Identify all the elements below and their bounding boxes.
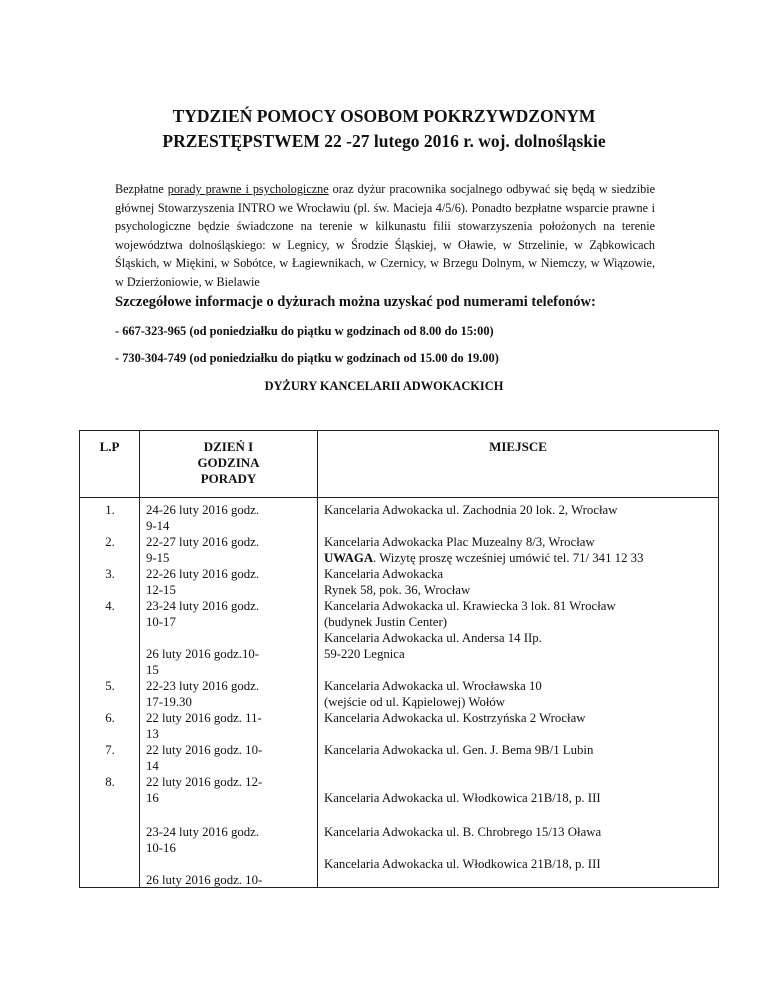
place-text: Kancelaria Adwokacka ul. Zachodnia 20 lok. 2, Wrocław (324, 503, 618, 517)
row-number: 4. (105, 599, 115, 613)
row-number: 6. (105, 711, 115, 725)
intro-part-1: Bezpłatne (115, 182, 168, 196)
day-text: 22-23 luty 2016 godz. (146, 679, 260, 693)
title-line-2: PRZESTĘPSTWEM 22 -27 lutego 2016 r. woj. dolnośląskie (162, 131, 606, 151)
table-body-row (80, 498, 719, 888)
day-text: 23-24 luty 2016 godz. (146, 599, 260, 613)
day-text: 10-16 (146, 841, 176, 855)
intro-part-2: oraz dyżur pracownika socjalnego odbywać się będą w siedzibie głównej Stowarzyszenia INTRO we Wrocławiu (pl. św. Macieja 4/5/6). Ponadto bezpłatne wsparcie prawne i psychologiczne będzie świadczone na terenie w kilkunastu filii stowarzyszenia położonych na terenie województwa dolnośląskiego: w Legnicy, w Środzie Śląskiej, w Oławie, w Strzelinie, w Ząbkowicach Śląskich, w Miękini, w Sobótce, w Łagiewnikach, w Czernicy, w Brzegu Dolnym, w Niemczy, w Wiązowie, w Dzierżoniowie, w Bielawie (115, 182, 655, 289)
intro-paragraph (115, 180, 655, 292)
warning-text: . Wizytę proszę wcześniej umówić tel. 71/ 341 12 33 (373, 551, 644, 565)
places-cell (318, 498, 719, 888)
header-day (140, 431, 318, 498)
place-text: Kancelaria Adwokacka ul. Andersa 14 IIp. (324, 631, 542, 645)
day-text: 13 (146, 727, 159, 741)
day-text: 22 luty 2016 godz. 11- (146, 711, 262, 725)
day-text: 12-15 (146, 583, 176, 597)
row-number: 3. (105, 567, 115, 581)
header-day-line: DZIEŃ I (203, 439, 254, 454)
header-day-line: GODZINA (197, 455, 260, 470)
info-heading: Szczegółowe informacje o dyżurach można uzyskać pod numerami telefonów: (115, 294, 596, 310)
warning-label: UWAGA (324, 551, 374, 565)
place-text: (budynek Justin Center) (324, 615, 447, 629)
schedule-table (79, 430, 719, 888)
day-text: 15 (146, 663, 159, 677)
day-text: 9-14 (146, 519, 170, 533)
place-text: Kancelaria Adwokacka ul. Włodkowica 21B/18, p. III (324, 791, 601, 805)
place-text: Kancelaria Adwokacka Plac Muzealny 8/3, Wrocław (324, 535, 595, 549)
numbers-cell (80, 498, 140, 888)
title-line-1: TYDZIEŃ POMOCY OSOBOM POKRZYWDZONYM (172, 106, 596, 126)
place-text: Kancelaria Adwokacka ul. Kostrzyńska 2 Wrocław (324, 711, 586, 725)
row-number: 5. (105, 679, 115, 693)
day-text: 22-26 luty 2016 godz. (146, 567, 260, 581)
section-title: DYŻURY KANCELARII ADWOKACKICH (264, 379, 504, 393)
day-text: 26 luty 2016 godz. 10- (146, 873, 263, 887)
header-day-line: PORADY (200, 471, 257, 486)
place-text: (wejście od ul. Kąpielowej) Wołów (324, 695, 506, 709)
header-place: MIEJSCE (318, 431, 719, 498)
row-number: 7. (105, 743, 115, 757)
phone-line-1: - 667-323-965 (od poniedziałku do piątku w godzinach od 8.00 do 15:00) (115, 324, 494, 338)
day-text: 10-17 (146, 615, 176, 629)
day-text: 14 (146, 759, 159, 773)
day-text: 22 luty 2016 godz. 10- (146, 743, 263, 757)
day-text: 26 luty 2016 godz.10- (146, 647, 260, 661)
day-text: 24-26 luty 2016 godz. (146, 503, 260, 517)
day-text: 17-19.30 (146, 695, 192, 709)
day-text: 16 (146, 791, 159, 805)
place-text-warning (324, 550, 643, 566)
place-text: Kancelaria Adwokacka (324, 567, 444, 581)
place-text: 59-220 Legnica (324, 647, 405, 661)
day-text: 23-24 luty 2016 godz. (146, 825, 260, 839)
header-lp: L.P (80, 431, 140, 498)
place-text: Kancelaria Adwokacka ul. Krawiecka 3 lok. 81 Wrocław (324, 599, 616, 613)
phone-line-2: - 730-304-749 (od poniedziałku do piątku w godzinach od 15.00 do 19.00) (115, 351, 499, 365)
day-text: 22 luty 2016 godz. 12- (146, 775, 263, 789)
days-cell (140, 498, 318, 888)
day-text: 22-27 luty 2016 godz. (146, 535, 260, 549)
place-text: Kancelaria Adwokacka ul. Włodkowica 21B/18, p. III (324, 857, 601, 871)
place-text: Kancelaria Adwokacka ul. B. Chrobrego 15/13 Oława (324, 825, 602, 839)
row-number: 2. (105, 535, 115, 549)
row-number: 1. (105, 503, 115, 517)
place-text: Kancelaria Adwokacka ul. Wrocławska 10 (324, 679, 542, 693)
place-text: Rynek 58, pok. 36, Wrocław (324, 583, 471, 597)
table-header-row (80, 431, 719, 498)
place-text: Kancelaria Adwokacka ul. Gen. J. Bema 9B/1 Lubin (324, 743, 594, 757)
row-number: 8. (105, 775, 115, 789)
intro-underlined-text: porady prawne i psychologiczne (167, 182, 329, 196)
day-text: 9-15 (146, 551, 170, 565)
